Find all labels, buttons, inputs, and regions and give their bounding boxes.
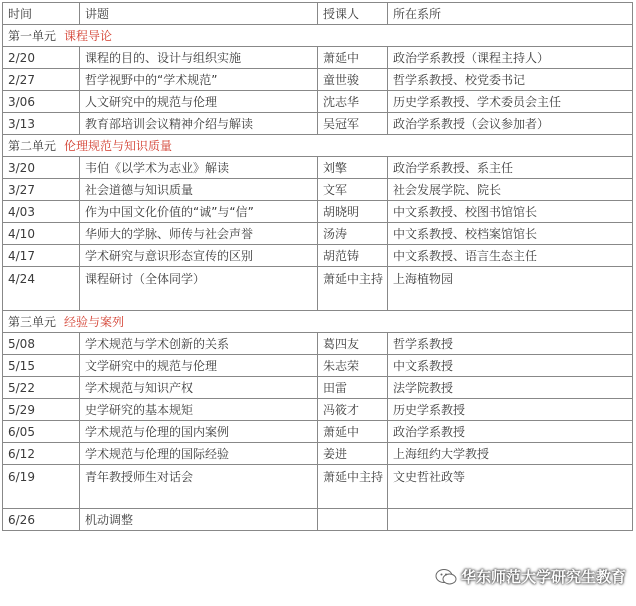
date-cell: 4/03 [3, 201, 80, 223]
table-row [3, 465, 633, 509]
lecturer-cell: 萧延中 [318, 421, 388, 443]
topic-cell: 课程的目的、设计与组织实施 [80, 47, 318, 69]
lecturer-cell: 汤涛 [318, 223, 388, 245]
table-row [3, 47, 633, 69]
date-cell: 5/29 [3, 399, 80, 421]
unit-title: 伦理规范与知识质量 [64, 139, 173, 153]
date-cell: 3/13 [3, 113, 80, 135]
table-row [3, 201, 633, 223]
unit-row [3, 311, 633, 333]
header-lecturer: 授课人 [318, 3, 388, 25]
dept-cell: 政治学系教授、系主任 [388, 157, 633, 179]
topic-cell: 学术规范与伦理的国内案例 [80, 421, 318, 443]
date-cell: 5/15 [3, 355, 80, 377]
table-row [3, 223, 633, 245]
table-row [3, 421, 633, 443]
wechat-icon [435, 568, 457, 586]
table-row [3, 509, 633, 531]
watermark-text: 华东师范大学研究生教育 [460, 568, 626, 586]
topic-cell: 社会道德与知识质量 [80, 179, 318, 201]
table-row [3, 333, 633, 355]
unit-label: 第一单元 [8, 29, 57, 43]
lecturer-cell [318, 509, 388, 531]
date-cell: 5/22 [3, 377, 80, 399]
topic-cell: 华师大的学脉、师传与社会声誉 [80, 223, 318, 245]
dept-cell: 政治学系教授（会议参加者） [388, 113, 633, 135]
unit-cell [3, 25, 633, 47]
unit-title: 经验与案列 [64, 315, 125, 329]
topic-cell: 学术规范与学术创新的关系 [80, 333, 318, 355]
lecturer-cell: 刘擎 [318, 157, 388, 179]
topic-cell: 教育部培训会议精神介绍与解读 [80, 113, 318, 135]
date-cell: 3/20 [3, 157, 80, 179]
watermark [435, 566, 626, 587]
topic-cell: 人文研究中的规范与伦理 [80, 91, 318, 113]
topic-cell: 韦伯《以学术为志业》解读 [80, 157, 318, 179]
lecturer-cell: 萧延中 [318, 47, 388, 69]
dept-cell [388, 509, 633, 531]
table-row [3, 113, 633, 135]
header-time: 时间 [3, 3, 80, 25]
lecturer-cell: 冯筱才 [318, 399, 388, 421]
date-cell: 6/05 [3, 421, 80, 443]
topic-cell: 文学研究中的规范与伦理 [80, 355, 318, 377]
topic-cell: 哲学视野中的“学术规范” [80, 69, 318, 91]
dept-cell: 上海植物园 [388, 267, 633, 311]
header-row [3, 3, 633, 25]
date-cell: 2/20 [3, 47, 80, 69]
unit-cell [3, 135, 633, 157]
lecturer-cell: 沈志华 [318, 91, 388, 113]
schedule-table [2, 2, 633, 531]
dept-cell: 哲学系教授 [388, 333, 633, 355]
dept-cell: 社会发展学院、院长 [388, 179, 633, 201]
topic-cell: 作为中国文化价值的“诚”与“信” [80, 201, 318, 223]
table-row [3, 179, 633, 201]
lecturer-cell: 姜进 [318, 443, 388, 465]
lecturer-cell: 文军 [318, 179, 388, 201]
topic-cell: 机动调整 [80, 509, 318, 531]
date-cell: 6/12 [3, 443, 80, 465]
dept-cell: 上海纽约大学教授 [388, 443, 633, 465]
date-cell: 4/24 [3, 267, 80, 311]
lecturer-cell: 田雷 [318, 377, 388, 399]
unit-cell [3, 311, 633, 333]
table-row [3, 399, 633, 421]
dept-cell: 中文系教授、校图书馆馆长 [388, 201, 633, 223]
lecturer-cell: 童世骏 [318, 69, 388, 91]
date-cell: 4/10 [3, 223, 80, 245]
lecturer-cell: 朱志荣 [318, 355, 388, 377]
dept-cell: 历史学系教授、学术委员会主任 [388, 91, 633, 113]
dept-cell: 中文系教授、语言生态主任 [388, 245, 633, 267]
topic-cell: 史学研究的基本规矩 [80, 399, 318, 421]
unit-row [3, 25, 633, 47]
lecturer-cell: 萧延中主持 [318, 465, 388, 509]
lecturer-cell: 胡范铸 [318, 245, 388, 267]
date-cell: 3/27 [3, 179, 80, 201]
topic-cell: 学术规范与知识产权 [80, 377, 318, 399]
dept-cell: 中文系教授、校档案馆馆长 [388, 223, 633, 245]
lecturer-cell: 萧延中主持 [318, 267, 388, 311]
dept-cell: 政治学系教授 [388, 421, 633, 443]
table-row [3, 443, 633, 465]
unit-row [3, 135, 633, 157]
dept-cell: 哲学系教授、校党委书记 [388, 69, 633, 91]
table-row [3, 157, 633, 179]
table-row [3, 377, 633, 399]
table-row [3, 69, 633, 91]
date-cell: 6/19 [3, 465, 80, 509]
table-row [3, 245, 633, 267]
dept-cell: 法学院教授 [388, 377, 633, 399]
topic-cell: 学术研究与意识形态宣传的区别 [80, 245, 318, 267]
dept-cell: 中文系教授 [388, 355, 633, 377]
table-row [3, 355, 633, 377]
dept-cell: 文史哲社政等 [388, 465, 633, 509]
unit-title: 课程导论 [64, 29, 113, 43]
dept-cell: 历史学系教授 [388, 399, 633, 421]
dept-cell: 政治学系教授（课程主持人） [388, 47, 633, 69]
date-cell: 6/26 [3, 509, 80, 531]
topic-cell: 学术规范与伦理的国际经验 [80, 443, 318, 465]
unit-label: 第二单元 [8, 139, 57, 153]
date-cell: 2/27 [3, 69, 80, 91]
header-dept: 所在系所 [388, 3, 633, 25]
lecturer-cell: 吴冠军 [318, 113, 388, 135]
date-cell: 3/06 [3, 91, 80, 113]
date-cell: 5/08 [3, 333, 80, 355]
date-cell: 4/17 [3, 245, 80, 267]
header-topic: 讲题 [80, 3, 318, 25]
lecturer-cell: 葛四友 [318, 333, 388, 355]
topic-cell: 青年教授师生对话会 [80, 465, 318, 509]
table-row [3, 267, 633, 311]
lecturer-cell: 胡晓明 [318, 201, 388, 223]
table-row [3, 91, 633, 113]
unit-label: 第三单元 [8, 315, 57, 329]
topic-cell: 课程研讨（全体同学） [80, 267, 318, 311]
